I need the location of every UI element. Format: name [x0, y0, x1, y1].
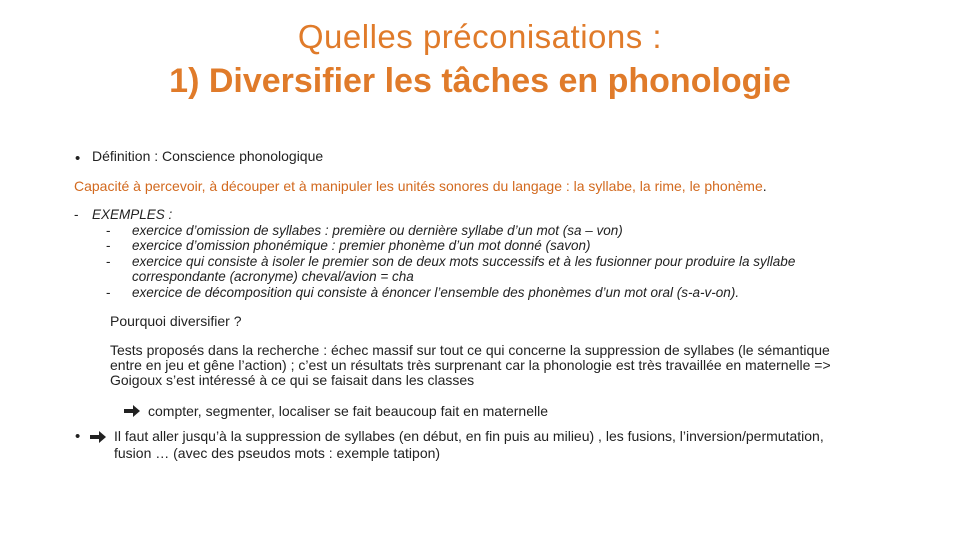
example-item	[74, 285, 892, 301]
examples-block	[74, 207, 892, 300]
capacity-period: .	[762, 178, 767, 194]
last-statement	[90, 428, 850, 462]
tests-paragraph: Tests proposés dans la recherche : échec massif sur tout ce qui concerne la suppression de syllabes (le sémantique entre en jeu et gêne l’action) ; c’est un résultats très surprenant car la phonologie est très travaillée en maternelle => Goigoux s’est intéressé à ce qui se faisait dans les classes	[110, 342, 831, 388]
examples-dash: -	[74, 207, 79, 222]
right-arrow-icon	[124, 405, 140, 417]
slide-title-line1: Quelles préconisations :	[297, 18, 663, 55]
right-arrow-icon	[90, 431, 106, 443]
example-item	[74, 238, 892, 254]
example-item	[74, 254, 892, 285]
last-statement-text: Il faut aller jusqu’à la suppression de syllabes (en début, en fin puis au milieu) , les fusions, l’inversion/permutation, fusion … (avec des pseudos mots : exemple tatipon)	[114, 428, 824, 461]
example-text: exercice d’omission de syllabes : première ou dernière syllabe d’un mot (sa – von)	[132, 222, 623, 238]
definition-text: Définition : Conscience phonologique	[92, 148, 324, 164]
example-text: exercice qui consiste à isoler le premier son de deux mots successifs et à les fusionner pour produire la syllabe correspondante (acronyme) cheval/avion = cha	[132, 253, 796, 284]
example-dash: -	[106, 253, 111, 269]
example-text: exercice de décomposition qui consiste à énoncer l’ensemble des phonèmes d’un mot oral (s-a-v-on).	[132, 284, 740, 300]
examples-heading: EXEMPLES :	[92, 207, 173, 222]
capacity-text	[74, 178, 767, 194]
example-item	[74, 223, 892, 239]
arrow-statement	[124, 403, 548, 419]
example-text: exercice d’omission phonémique : premier phonème d’un mot donné (savon)	[132, 238, 591, 253]
why-question: Pourquoi diversifier ?	[110, 313, 242, 329]
bullet-definition: •	[75, 150, 81, 167]
arrow-statement-text: compter, segmenter, localiser se fait beaucoup fait en maternelle	[148, 403, 548, 419]
examples-heading-row	[74, 207, 892, 223]
slide-title-line2: 1) Diversifier les tâches en phonologie	[169, 62, 791, 100]
example-dash: -	[106, 238, 111, 253]
capacity-sentence: Capacité à percevoir, à découper et à manipuler les unités sonores du langage : la syllabe, la rime, le phonème	[74, 178, 763, 194]
example-dash: -	[106, 222, 111, 238]
bullet-last: •	[75, 428, 81, 445]
example-dash: -	[106, 284, 111, 300]
